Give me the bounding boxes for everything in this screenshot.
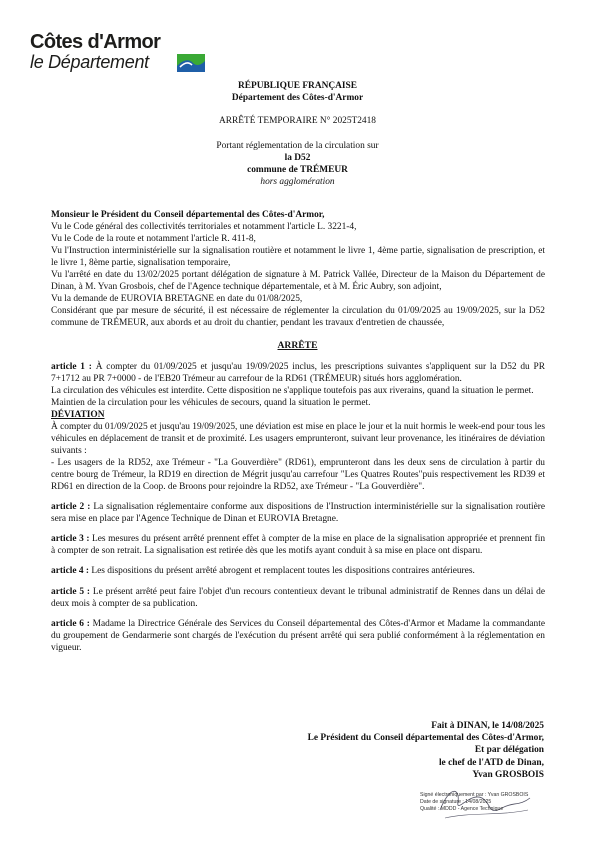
stamp-signed-by: Signé électroniquement par : Yvan GROSBOIS <box>420 792 529 798</box>
article-5 <box>51 586 545 610</box>
article-2 <box>51 501 545 525</box>
visas-intro: Monsieur le Président du Conseil départemental des Côtes-d'Armor, <box>51 210 325 220</box>
article-4 <box>51 565 545 577</box>
logo-line-2: le Département <box>30 52 149 72</box>
signature-delegation: Et par délégation <box>474 745 544 756</box>
logo-line-1: Côtes d'Armor <box>30 31 161 53</box>
signature-name: Yvan GROSBOIS <box>472 769 544 780</box>
article-1-para-3: Maintien de la circulation pour les véhicules de secours, quand la situation le permet. <box>51 398 371 409</box>
article-6-text: Madame la Directrice Générale des Services du Conseil départemental des Côtes-d'Armor et Madame la commandante du groupement de Gendarmerie sont chargés de l'exécution du présent arrêté qui sera publié conformément à la réglementation en vigueur. <box>51 618 546 653</box>
signature-title: Le Président du Conseil départemental des Côtes-d'Armor, <box>307 733 544 744</box>
deviation-title: DÉVIATION <box>51 410 105 421</box>
stamp-date: Date de signature : 14/08/2025 <box>420 799 492 806</box>
article-1 <box>51 361 545 385</box>
articles-section <box>51 361 545 662</box>
road-line: la D52 <box>284 153 311 163</box>
article-1-label: article 1 : <box>51 362 92 372</box>
commune-line: commune de TRÉMEUR <box>247 165 348 175</box>
deviation-text: À compter du 01/09/2025 et jusqu'au 19/09/2025, une déviation est mise en place le jour et la nuit hormis le week-end pour tous les véhicules en déplacement de transit et de proximité. Les usagers emprunteront, suivant leur provenance, les itinéraires de déviation suivants : <box>51 422 545 457</box>
visa-line: Vu le Code général des collectivités territoriales et notamment l'article L. 3221-4, <box>51 222 357 233</box>
signature-role: le chef de l'ATD de Dinan, <box>438 757 544 768</box>
signature-block <box>308 720 544 781</box>
subject-line: Portant réglementation de la circulation sur <box>216 141 379 151</box>
visa-line: Vu la demande de EUROVIA BRETAGNE en date du 01/08/2025, <box>51 294 303 305</box>
visas-section <box>51 209 545 329</box>
stamp-quality: Qualité : MDDD - Agence Technique <box>420 806 504 813</box>
department-logo <box>30 24 180 74</box>
article-4-label: article 4 : <box>51 566 89 577</box>
article-1-text: À compter du 01/09/2025 et jusqu'au 19/09/2025 inclus, les prescriptions suivantes s'appliquent sur la D52 du PR 7+1712 au PR 7+0000 - de l'EB20 Trémeur au carrefour de la RD61 (TRÉMEUR) situés hors agglomération. <box>51 362 546 385</box>
visa-line: Vu l'arrêté en date du 13/02/2025 portant délégation de signature à M. Patrick Vallée, Directeur de la Maison du Département de Dinan, à M. Yvan Grosbois, chef de l'Agence technique départementale, et à M. Éric Aubry, son adjoint, <box>51 270 545 293</box>
signature-place-date: Fait à DINAN, le 14/08/2025 <box>431 721 544 731</box>
article-3-label: article 3 : <box>51 534 90 545</box>
logo-mark-icon <box>177 54 205 72</box>
article-1-para-2: La circulation des véhicules est interdite. Cette disposition ne s'applique toutefois pas aux riverains, quand la situation le permet. <box>51 386 534 397</box>
department-heading: Département des Côtes-d'Armor <box>231 93 364 103</box>
article-5-label: article 5 : <box>51 586 91 597</box>
article-6 <box>51 618 545 654</box>
article-6-label: article 6 : <box>51 618 90 629</box>
arrete-number: ARRÊTÉ TEMPORAIRE N° 2025T2418 <box>219 116 376 126</box>
visa-line: Vu l'Instruction interministérielle sur la signalisation routière et notamment le livre 1, 4ème partie, signalisation de prescription, et le livre 1, 8ème partie, signalisation temporaire, <box>51 246 545 269</box>
article-5-text: Le présent arrêté peut faire l'objet d'un recours contentieux devant le tribunal administratif de Rennes dans un délai de deux mois à compter de sa publication. <box>51 586 546 609</box>
electronic-signature-stamp <box>420 792 528 813</box>
article-3-text: Les mesures du présent arrêté prennent effet à compter de la mise en place de la signalisation appropriée et prennent fin à compter de son retrait. La signalisation est retirée dès que les motifs ayant conduit à sa mise en place ont disparu. <box>51 534 546 557</box>
article-4-text: Les dispositions du présent arrêté abrogent et remplacent toutes les dispositions contraires antérieures. <box>91 566 475 577</box>
arrete-title: ARRÊTE <box>277 340 318 351</box>
article-2-label: article 2 : <box>51 502 91 513</box>
article-2-text: La signalisation réglementaire conforme aux dispositions de l'Instruction interministérielle sur la signalisation routière sera mise en place par l'Agence Technique de Dinan et EUROVIA Bretagne. <box>51 502 546 525</box>
visa-line: Vu le Code de la route et notamment l'article R. 411-8, <box>51 234 256 245</box>
visa-line: Considérant que par mesure de sécurité, il est nécessaire de réglementer la circulation du 01/09/2025 au 19/09/2025, sur la D52 commune de TRÉMEUR, aux abords et au droit du chantier, pendant les travaux d'entretien de chaussée, <box>51 306 545 329</box>
zone-line: hors agglomération <box>260 177 335 187</box>
republic-heading: RÉPUBLIQUE FRANÇAISE <box>237 81 358 91</box>
deviation-route: - Les usagers de la RD52, axe Trémeur - "La Gouverdière" (RD61), emprunteront dans les deux sens de circulation à partir du centre bourg de Trémeur, la RD19 en direction de Mégrit jusqu'au carrefour "Les Quatres Routes"puis respectivement les RD39 et RD61 en direction de la Coop. de Broons pour rejoindre la RD52, axe Trémeur - "La Gouverdière". <box>51 458 545 493</box>
article-3 <box>51 533 545 557</box>
